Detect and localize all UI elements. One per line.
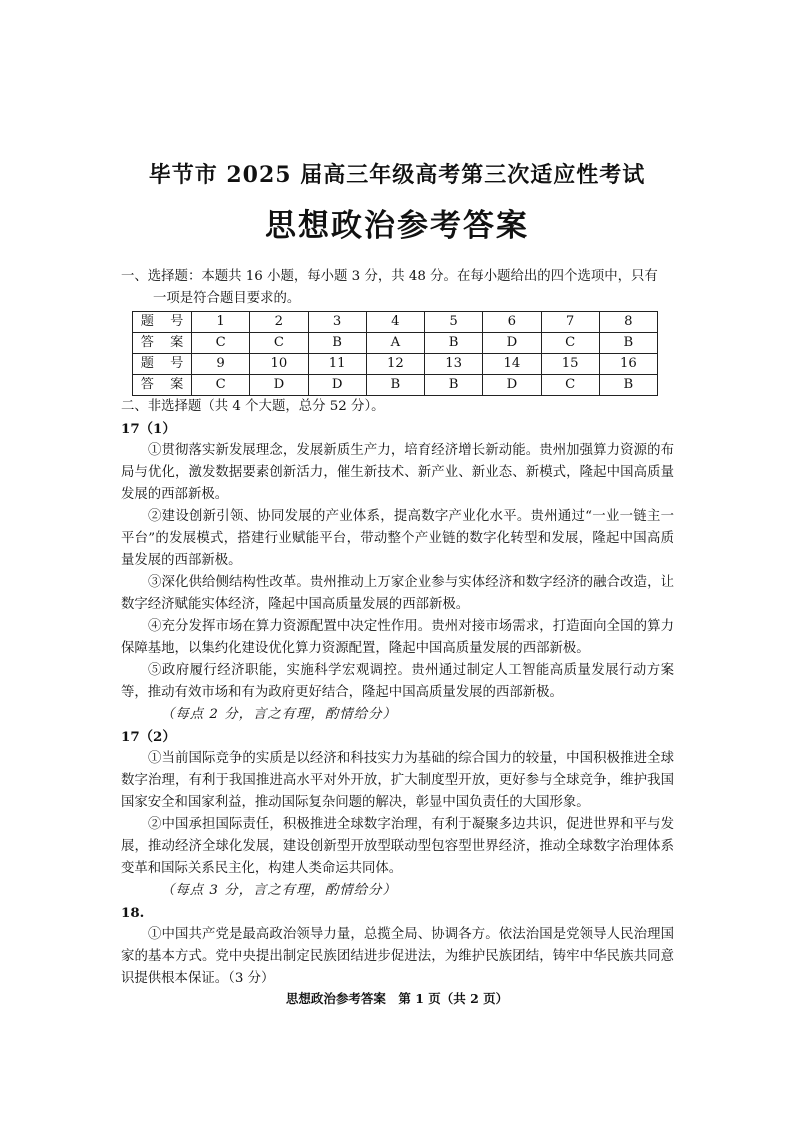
table-cell: 13 [425,354,483,375]
answer-point: ①中国共产党是最高政治领导力量，总揽全局、协调各方。依法治国是党领导人民治理国家的基本方式。党中央提出制定民族团结进步促进法，为维护民族团结，铸牢中华民族共同意识提供根本保证。（3 分） [121,927,674,986]
table-cell: 10 [250,354,308,375]
scoring-note: （每点 3 分，言之有理，酌情给分） [161,883,397,898]
table-cell: D [308,375,366,396]
question-number-label: 题 号 [133,312,192,333]
table-cell: D [483,375,541,396]
answer-label: 答 案 [133,375,192,396]
table-cell: 7 [541,312,599,333]
table-cell: C [541,333,599,354]
table-cell: B [366,375,424,396]
section1-line2: 一项是符合题目要求的。 [153,291,301,306]
question-number-label: 题 号 [133,354,192,375]
section1-heading [121,266,674,310]
answer-point: ④充分发挥市场在算力资源配置中决定性作用。贵州对接市场需求，打造面向全国的算力保障基地，以集约化建设优化算力资源配置，隆起中国高质量发展的西部新极。 [121,619,674,656]
table-cell: B [308,333,366,354]
table-cell: 6 [483,312,541,333]
table-cell: 16 [599,354,657,375]
page-footer: 思想政治参考答案 第 1 页（共 2 页） [285,991,509,1006]
table-row-numbers-2 [133,354,658,375]
table-cell: 12 [366,354,424,375]
table-cell: 11 [308,354,366,375]
table-cell: C [541,375,599,396]
answer-point: ②建设创新引领、协同发展的产业体系，提高数字产业化水平。贵州通过“一业一链主一平台”的发展模式，搭建行业赋能平台，带动整个产业链的数字化转型和发展，隆起中国高质量发展的西部新极。 [121,509,674,568]
page-title: 思想政治参考答案 [265,208,529,244]
q17-2-heading: 17（2） [121,729,176,745]
section1-line1: 一、选择题：本题共 16 小题，每小题 3 分，共 48 分。在每小题给出的四个选项中，只有 [121,269,658,284]
answer-point: ②中国承担国际责任，积极推进全球数字治理，有利于凝聚多边共识，促进世界和平与发展，推动经济全球化发展，建设创新型开放型联动型包容型世界经济，推动全球数字治理体系变革和国际关系民主化，构建人类命运共同体。 [121,817,674,876]
table-row-answers-1 [133,333,658,354]
table-cell: 2 [250,312,308,333]
table-cell: D [483,333,541,354]
answer-point: ③深化供给侧结构性改革。贵州推动上万家企业参与实体经济和数字经济的融合改造，让数字经济赋能实体经济，隆起中国高质量发展的西部新极。 [121,575,674,612]
table-cell: B [599,333,657,354]
table-cell: 8 [599,312,657,333]
answer-point: ①当前国际竞争的实质是以经济和科技实力为基础的综合国力的较量，中国积极推进全球数字治理，有利于我国推进高水平对外开放，扩大制度型开放，更好参与全球竞争，维护我国国家安全和国家利益，推动国际复杂问题的解决，彰显中国负责任的大国形象。 [121,751,674,810]
table-cell: B [425,375,483,396]
table-cell: 14 [483,354,541,375]
table-row-answers-2 [133,375,658,396]
section2-heading: 二、非选择题（共 4 个大题，总分 52 分）。 [121,399,385,414]
table-cell: D [250,375,308,396]
table-row-numbers-1 [133,312,658,333]
q18-heading: 18. [121,905,145,921]
table-cell: C [250,333,308,354]
q17-1-heading: 17（1） [121,421,176,437]
table-cell: B [425,333,483,354]
answer-point: ⑤政府履行经济职能，实施科学宏观调控。贵州通过制定人工智能高质量发展行动方案等，推动有效市场和有为政府更好结合，隆起中国高质量发展的西部新极。 [121,663,674,700]
exam-title: 毕节市 2025 届高三年级高考第三次适应性考试 [148,162,646,188]
scoring-note: （每点 2 分，言之有理，酌情给分） [161,707,397,722]
answer-content [121,266,674,990]
table-cell: A [366,333,424,354]
table-cell: C [192,375,250,396]
answer-point: ①贯彻落实新发展理念，发展新质生产力，培育经济增长新动能。贵州加强算力资源的布局与优化，激发数据要素创新活力，催生新技术、新产业、新业态、新模式，隆起中国高质量发展的西部新极。 [121,443,674,502]
table-cell: 5 [425,312,483,333]
answer-label: 答 案 [133,333,192,354]
table-cell: 1 [192,312,250,333]
table-cell: 9 [192,354,250,375]
table-cell: 3 [308,312,366,333]
table-cell: B [599,375,657,396]
table-cell: C [192,333,250,354]
table-cell: 4 [366,312,424,333]
table-cell: 15 [541,354,599,375]
answer-table [132,311,658,396]
